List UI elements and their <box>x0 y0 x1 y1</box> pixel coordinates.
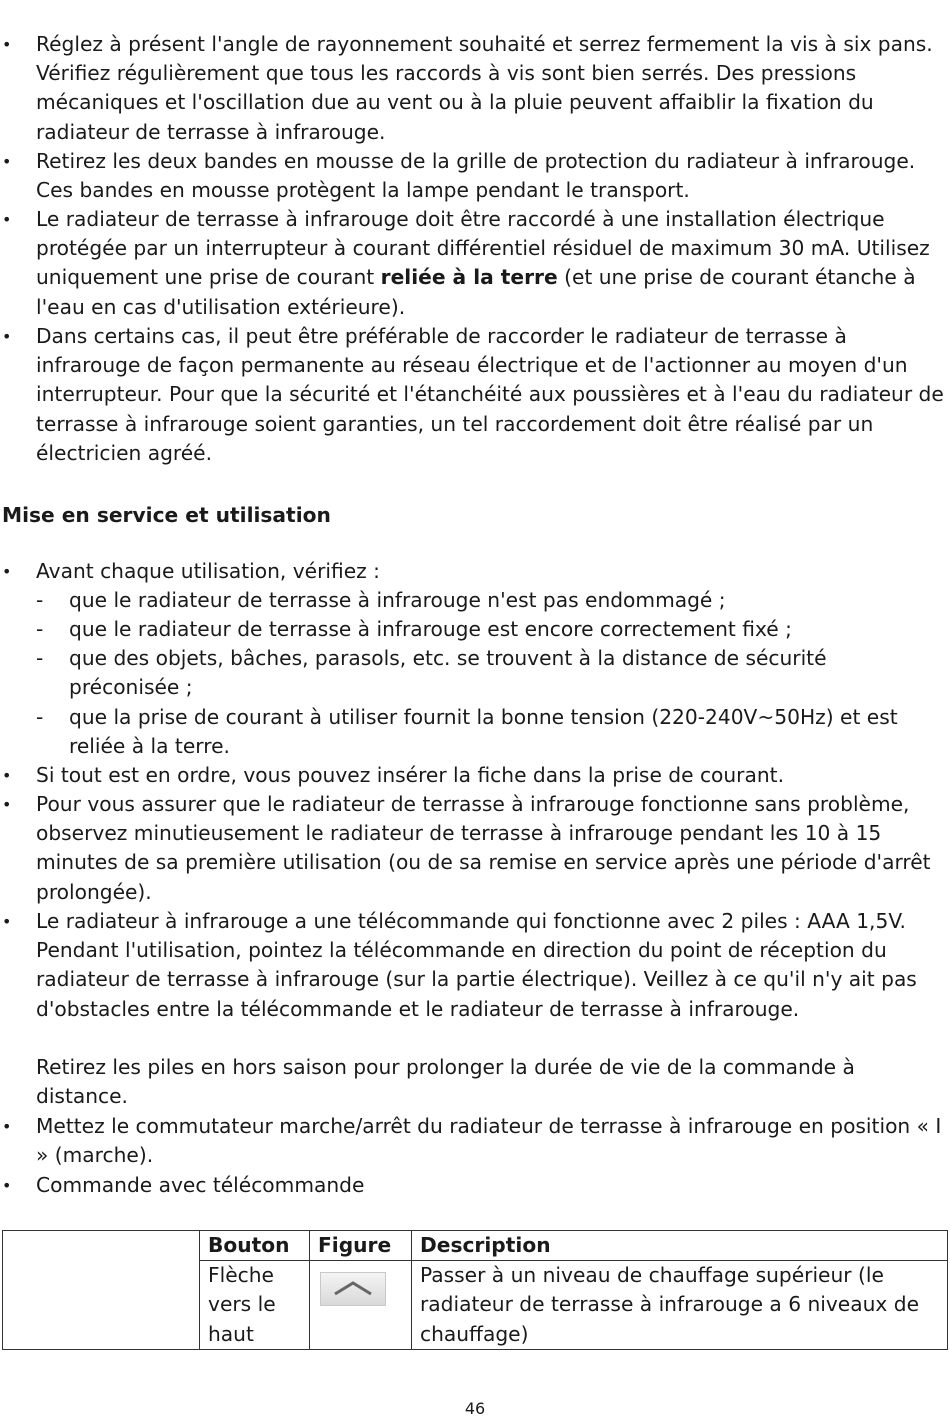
dash-marker: - <box>36 646 44 670</box>
sub-list-text: que le radiateur de terrasse à infrarouge est encore correctement fixé ; <box>69 617 792 641</box>
section-heading: Mise en service et utilisation <box>2 503 331 527</box>
page-number: 46 <box>464 1399 486 1418</box>
bullet-text: Avant chaque utilisation, vérifiez : <box>36 559 380 583</box>
table-header-row <box>3 1231 948 1261</box>
bullet-icon: • <box>2 1117 12 1136</box>
dash-marker: - <box>36 617 44 641</box>
bullet-text: Pour vous assurer que le radiateur de terrasse à infrarouge fonctionne sans problème, observez minutieusement le radiateur de terrasse à infrarouge pendant les 10 à 15 minutes de sa première utilisation (ou de sa remise en service après une période d'arrêt prolongée). <box>36 792 931 904</box>
bullet-icon: • <box>2 562 12 581</box>
bullet-icon: • <box>2 152 12 171</box>
chevron-up-icon <box>320 1272 386 1306</box>
bullet-icon: • <box>2 327 12 346</box>
chevron-up-svg <box>321 1273 385 1305</box>
bullet-text: Commande avec télécommande <box>36 1173 365 1197</box>
bullet-icon: • <box>2 35 12 54</box>
bullet-text: Le radiateur de terrasse à infrarouge doit être raccordé à une installation électrique protégée par un interrupteur à courant différentiel résiduel de maximum 30 mA. Utilisez uniquement une prise de courant reliée à la terre (et une prise de courant étanche à l'eau en cas d'utilisation extérieure). <box>36 207 930 319</box>
bullet-text: Mettez le commutateur marche/arrêt du radiateur de terrasse à infrarouge en position « I » (marche). <box>36 1114 942 1168</box>
header-bouton: Bouton <box>200 1231 310 1261</box>
bullet-icon: • <box>2 766 12 785</box>
blank-cell <box>3 1231 200 1350</box>
cell-description: Passer à un niveau de chauffage supérieur (le radiateur de terrasse à infrarouge a 6 niveaux de chauffage) <box>412 1261 948 1350</box>
bullet-text: Le radiateur à infrarouge a une télécommande qui fonctionne avec 2 piles : AAA 1,5V. Pendant l'utilisation, pointez la télécommande en direction du point de réception du radiateur de terrasse à infrarouge (sur la partie électrique). Veillez à ce qu'il n'y ait pas d'obstacles entre la télécommande et le radiateur de terrasse à infrarouge. <box>36 909 917 1021</box>
remote-command-table <box>2 1230 948 1350</box>
bullet-icon: • <box>2 210 12 229</box>
bullet-icon: • <box>2 912 12 931</box>
sub-list-text: que des objets, bâches, parasols, etc. se trouvent à la distance de sécurité préconisée ; <box>69 646 827 700</box>
bullet-text: Si tout est en ordre, vous pouvez insérer la fiche dans la prise de courant. <box>36 763 784 787</box>
header-description: Description <box>412 1231 948 1261</box>
sub-list-text: que le radiateur de terrasse à infrarouge n'est pas endommagé ; <box>69 588 726 612</box>
cell-figure <box>310 1261 412 1350</box>
bullet-text: Retirez les deux bandes en mousse de la grille de protection du radiateur à infrarouge. Ces bandes en mousse protègent la lampe pendant le transport. <box>36 149 916 203</box>
sub-list-text: que la prise de courant à utiliser fournit la bonne tension (220-240V~50Hz) et est reliée à la terre. <box>69 705 898 759</box>
bullet-icon: • <box>2 1176 12 1195</box>
header-figure: Figure <box>310 1231 412 1261</box>
bullet-text: Dans certains cas, il peut être préférable de raccorder le radiateur de terrasse à infrarouge de façon permanente au réseau électrique et de l'actionner au moyen d'un interrupteur. Pour que la sécurité et l'étanchéité aux poussières et à l'eau du radiateur de terrasse à infrarouge soient garanties, un tel raccordement doit être réalisé par un électricien agréé. <box>36 324 944 465</box>
bullet-icon: • <box>2 795 12 814</box>
cell-bouton: Flèche vers le haut <box>200 1261 310 1350</box>
bullet-text: Réglez à présent l'angle de rayonnement souhaité et serrez fermement la vis à six pans. Vérifiez régulièrement que tous les raccords à vis sont bien serrés. Des pressions mécaniques et l'oscillation due au vent ou à la pluie peuvent affaiblir la fixation du radiateur de terrasse à infrarouge. <box>36 32 933 144</box>
bold-text: reliée à la terre <box>380 265 558 290</box>
remote-note: Retirez les piles en hors saison pour prolonger la durée de vie de la commande à distance. <box>36 1055 855 1109</box>
dash-marker: - <box>36 588 44 612</box>
dash-marker: - <box>36 705 44 729</box>
